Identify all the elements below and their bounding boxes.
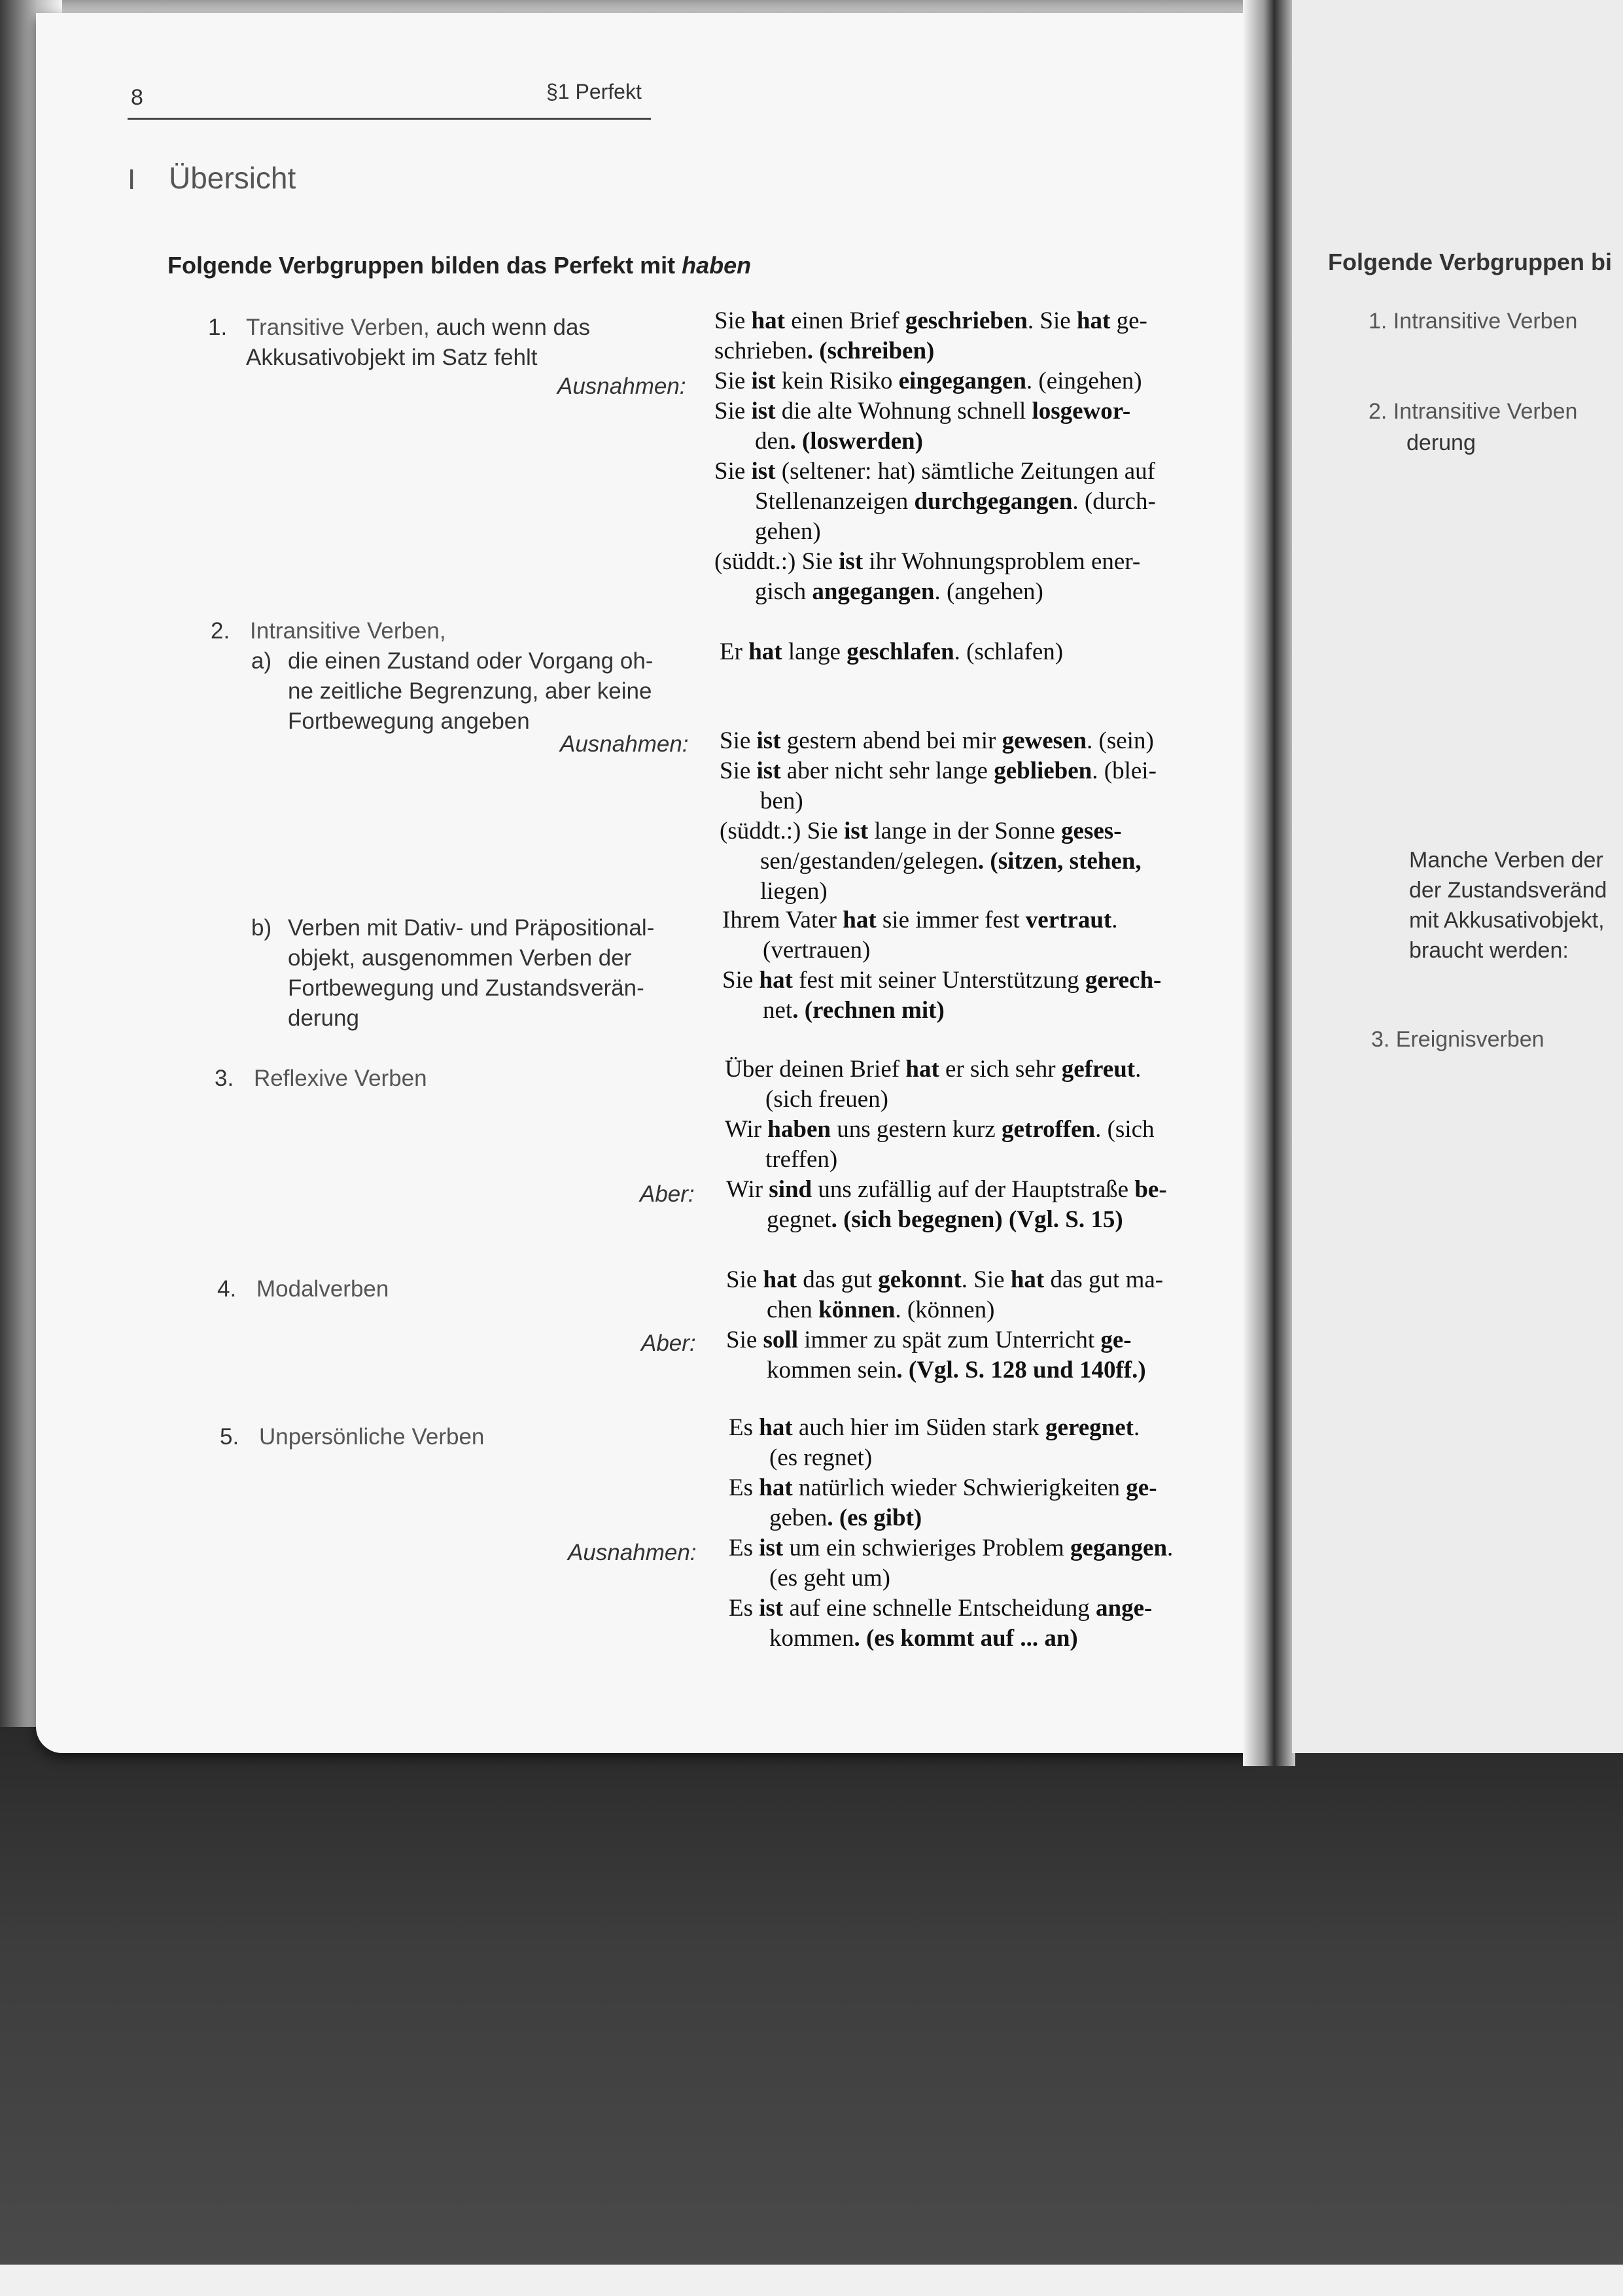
example-line (726, 1325, 1249, 1355)
bold-verb-form: geblieben (994, 757, 1092, 784)
bold-verb-form: ist (759, 1595, 784, 1622)
bold-verb-form: ge- (1126, 1474, 1157, 1501)
example-text: um ein schwieriges Problem (783, 1535, 1071, 1561)
example-line (720, 846, 1243, 877)
bold-verb-form: . (Vgl. S. 128 und 140ff.) (896, 1357, 1146, 1383)
example-text: . (1133, 1414, 1140, 1441)
example-line (725, 1054, 1248, 1085)
bold-verb-form: ist (751, 368, 776, 394)
example-text: . (1111, 907, 1118, 933)
group-2-number: 2. (211, 618, 230, 644)
bold-verb-form: geses- (1061, 818, 1122, 844)
example-line (729, 1413, 1252, 1443)
bold-verb-form: gekonnt (878, 1266, 962, 1293)
example-text: lange (782, 638, 847, 665)
example-text: . (können) (895, 1296, 995, 1323)
bold-verb-form: hat (751, 307, 785, 334)
example-text: uns gestern kurz (830, 1116, 1002, 1143)
example-text: das gut ma- (1044, 1266, 1164, 1293)
right-page-note-4: braucht werden: (1409, 938, 1569, 963)
bold-verb-form: getroffen (1001, 1116, 1096, 1143)
bold-verb-form: hat (905, 1056, 939, 1083)
example-text: (sich freuen) (765, 1086, 888, 1113)
group-1-number: 1. (208, 315, 228, 340)
example-line (725, 1145, 1248, 1175)
example-text: sen/gestanden/gelegen (760, 848, 978, 875)
example-text: gestern abend bei mir (780, 727, 1002, 754)
right-page-item-1: 1. Intransitive Verben (1369, 309, 1578, 334)
example-text: kein Risiko (775, 368, 899, 394)
bold-verb-form: hat (1076, 307, 1111, 334)
example-line (729, 1473, 1252, 1503)
group-2-b-line-1: Verben mit Dativ- und Präpositional- (288, 915, 655, 941)
example-text: Es (729, 1474, 759, 1501)
example-text: . (1167, 1535, 1174, 1561)
example-line (714, 396, 1238, 426)
group-2-exceptions-label: Ausnahmen: (560, 731, 689, 757)
example-line (729, 1593, 1252, 1624)
scan-background-bottom (0, 1727, 1623, 2270)
example-text: Sie (714, 307, 752, 334)
example-line (729, 1563, 1252, 1593)
example-text: Sie (720, 757, 757, 784)
example-text: . (angehen) (934, 578, 1043, 605)
example-text: immer zu spät zum Unterricht (798, 1327, 1101, 1353)
example-text: ben) (760, 788, 803, 814)
group-2-a-line-2: ne zeitliche Begrenzung, aber keine (288, 678, 652, 704)
bold-verb-form: sind (769, 1176, 812, 1203)
example-text: . (eingehen) (1026, 368, 1142, 394)
bold-verb-form: ange- (1096, 1595, 1153, 1622)
group-2-a-description (288, 646, 653, 737)
group-2-a-example (720, 637, 1243, 667)
example-line (726, 1265, 1249, 1295)
bold-verb-form: be- (1134, 1176, 1167, 1203)
bold-verb-form: hat (759, 1414, 793, 1441)
example-text: . (sein) (1087, 727, 1154, 754)
group-5-examples (729, 1413, 1252, 1533)
bold-verb-form: hat (759, 967, 793, 994)
example-text: Er (720, 638, 749, 665)
example-line (722, 905, 1246, 935)
example-text: den (755, 428, 790, 455)
example-line (714, 366, 1238, 396)
group-5-number: 5. (220, 1424, 239, 1450)
bold-verb-form: soll (763, 1327, 798, 1353)
example-text: aber nicht sehr lange (780, 757, 994, 784)
group-3-exceptions (726, 1175, 1249, 1235)
bold-verb-form: . (es gibt) (827, 1505, 922, 1531)
bold-verb-form: eingegangen (898, 368, 1026, 394)
group-2-a-exceptions (720, 726, 1243, 907)
example-text: auf eine schnelle Entscheidung (783, 1595, 1096, 1622)
bold-verb-form: durchgegangen (914, 488, 1073, 515)
bold-verb-form: angegangen (812, 578, 935, 605)
group-4-but-label: Aber: (641, 1331, 696, 1356)
example-text: . Sie (961, 1266, 1011, 1293)
bold-verb-form: . (sitzen, stehen, (977, 848, 1142, 875)
example-text: . Sie (1027, 307, 1077, 334)
bold-verb-form: können (818, 1296, 896, 1323)
right-page-note-1: Manche Verben der (1409, 848, 1603, 873)
intro-heading (167, 252, 751, 279)
section-number: I (128, 164, 136, 196)
example-line (714, 457, 1238, 487)
bold-verb-form: geregnet (1045, 1414, 1134, 1441)
example-line (720, 637, 1243, 667)
right-page-item-3: 3. Ereignisverben (1371, 1027, 1544, 1052)
example-line (729, 1624, 1252, 1654)
example-line (725, 1115, 1248, 1145)
example-text: (seltener: hat) sämtliche Zeitungen auf (775, 458, 1155, 485)
scan-bottom-strip (0, 2265, 1623, 2296)
example-text: (süddt.:) Sie (714, 548, 839, 575)
group-5-exceptions (729, 1533, 1252, 1654)
example-text: geben (769, 1505, 828, 1531)
example-text: Es (729, 1535, 759, 1561)
page-number: 8 (131, 85, 143, 110)
example-line (714, 426, 1238, 457)
example-text: gehen) (755, 518, 821, 545)
bold-verb-form: gegangen (1070, 1535, 1168, 1561)
group-1-desc-2: Akkusativobjekt im Satz fehlt (246, 345, 538, 370)
example-line (720, 877, 1243, 907)
example-text: chen (767, 1296, 819, 1323)
example-text: Stellenanzeigen (755, 488, 915, 515)
right-page-item-2-cont: derung (1406, 430, 1476, 455)
group-2-b-examples (722, 905, 1246, 1026)
bold-verb-form: geschlafen (846, 638, 954, 665)
example-text: lange in der Sonne (868, 818, 1062, 844)
bold-verb-form: . (sich begegnen) (Vgl. S. 15) (831, 1206, 1123, 1233)
example-line (720, 726, 1243, 756)
right-page-intro: Folgende Verbgruppen bi (1328, 249, 1613, 275)
bold-verb-form: ge- (1100, 1327, 1132, 1353)
group-2-b-description (288, 913, 654, 1034)
right-page-note-2: der Zustandsveränd (1409, 878, 1607, 903)
bold-verb-form: losgewor- (1032, 398, 1131, 425)
bold-verb-form: . (schreiben) (807, 338, 935, 364)
group-1-desc-1: auch wenn das (436, 315, 590, 340)
header-rule (128, 118, 651, 120)
example-line (722, 965, 1246, 996)
example-text: natürlich wieder Schwierigkeiten (792, 1474, 1126, 1501)
example-line (726, 1295, 1249, 1325)
example-text: . (durch- (1072, 488, 1156, 515)
group-2-b-line-3: Fortbewegung und Zustandsverän- (288, 975, 644, 1001)
example-line (714, 487, 1238, 517)
group-3-but-label: Aber: (640, 1181, 695, 1207)
example-text: fest mit seiner Unterstützung (792, 967, 1085, 994)
bold-verb-form: vertraut (1025, 907, 1112, 933)
example-line (714, 517, 1238, 547)
example-line (725, 1085, 1248, 1115)
example-text: sie immer fest (876, 907, 1026, 933)
example-text: net (763, 997, 793, 1024)
example-text: Sie (714, 368, 752, 394)
bold-verb-form: ist (839, 548, 864, 575)
group-3-examples (725, 1054, 1248, 1175)
group-2-a-label: a) (251, 648, 272, 674)
group-1-exceptions-label: Ausnahmen: (557, 374, 686, 399)
bold-verb-form: geschrieben (905, 307, 1028, 334)
example-text: Sie (726, 1327, 763, 1353)
bold-verb-form: ist (759, 1535, 784, 1561)
intro-prefix: Folgende Verbgruppen bilden das Perfekt mit (167, 252, 676, 279)
example-line (726, 1205, 1249, 1235)
example-text: kommen sein (767, 1357, 897, 1383)
example-text: . (1135, 1056, 1142, 1083)
example-text: ihr Wohnungsproblem ener- (863, 548, 1141, 575)
example-text: (es geht um) (769, 1565, 890, 1592)
bold-verb-form: hat (759, 1474, 793, 1501)
right-page-note-3: mit Akkusativobjekt, (1409, 908, 1605, 933)
example-text: . (blei- (1092, 757, 1157, 784)
example-text: kommen (769, 1625, 854, 1652)
example-text: gisch (755, 578, 812, 605)
group-2-a-line-3: Fortbewegung angeben (288, 708, 530, 734)
bold-verb-form: gewesen (1002, 727, 1087, 754)
bold-verb-form: ist (751, 398, 776, 425)
example-text: (es regnet) (769, 1444, 873, 1471)
running-header: §1 Perfekt (546, 80, 642, 103)
intro-emphasis: haben (682, 252, 752, 279)
example-text: gegnet (767, 1206, 831, 1233)
example-line (722, 996, 1246, 1026)
example-line (720, 756, 1243, 786)
bold-verb-form: hat (763, 1266, 797, 1293)
example-line (729, 1443, 1252, 1473)
example-text: Wir (726, 1176, 769, 1203)
bold-verb-form: gefreut (1061, 1056, 1136, 1083)
example-text: (vertrauen) (763, 937, 871, 964)
bold-verb-form: hat (1010, 1266, 1045, 1293)
group-2-a-line-1: die einen Zustand oder Vorgang oh- (288, 648, 654, 674)
bold-verb-form: ist (844, 818, 869, 844)
example-text: . (schlafen) (954, 638, 1064, 665)
example-text: Wir (725, 1116, 768, 1143)
group-2-b-line-4: derung (288, 1005, 359, 1031)
example-text: auch hier im Süden stark (792, 1414, 1046, 1441)
group-4-title: Modalverben (256, 1276, 389, 1302)
group-1-term (246, 313, 590, 373)
example-line (722, 935, 1246, 965)
bold-verb-form: . (loswerden) (790, 428, 923, 455)
example-text: Sie (714, 398, 752, 425)
right-page-note (1409, 845, 1607, 965)
group-1-examples (714, 306, 1238, 607)
group-3-number: 3. (215, 1066, 234, 1091)
example-text: ge- (1110, 307, 1147, 334)
bold-verb-form: gerech- (1085, 967, 1162, 994)
example-text: (süddt.:) Sie (720, 818, 845, 844)
bold-verb-form: ist (756, 727, 781, 754)
group-5-title: Unpersönliche Verben (259, 1424, 485, 1450)
example-text: Es (729, 1595, 759, 1622)
group-2-b-label: b) (251, 915, 272, 941)
bold-verb-form: hat (748, 638, 782, 665)
group-5-exceptions-label: Ausnahmen: (568, 1540, 697, 1565)
example-text: das gut (796, 1266, 879, 1293)
bold-verb-form: haben (767, 1116, 831, 1143)
example-text: uns zufällig auf der Hauptstraße (812, 1176, 1135, 1203)
example-text: einen Brief (784, 307, 905, 334)
example-text: er sich sehr (939, 1056, 1062, 1083)
example-text: die alte Wohnung schnell (775, 398, 1032, 425)
group-3-title: Reflexive Verben (254, 1066, 427, 1091)
example-text: Sie (722, 967, 759, 994)
example-text: treffen) (765, 1146, 838, 1173)
example-text: Es (729, 1414, 759, 1441)
group-4-number: 4. (217, 1276, 237, 1302)
example-line (714, 306, 1238, 336)
group-4-exceptions (726, 1325, 1249, 1385)
group-1-title: Transitive Verben, (246, 315, 430, 340)
section-title: Übersicht (169, 161, 296, 195)
example-text: Sie (720, 727, 757, 754)
example-line (729, 1533, 1252, 1563)
group-2-title: Intransitive Verben, (250, 618, 446, 644)
example-text: liegen) (760, 878, 828, 905)
example-line (729, 1503, 1252, 1533)
example-text: Sie (714, 458, 752, 485)
right-page-item-2: 2. Intransitive Verben (1369, 399, 1578, 424)
bold-verb-form: ist (756, 757, 781, 784)
bold-verb-form: . (es kommt auf ... an) (854, 1625, 1078, 1652)
bold-verb-form: ist (751, 458, 776, 485)
group-2-b-line-2: objekt, ausgenommen Verben der (288, 945, 632, 971)
example-line (714, 547, 1238, 577)
example-text: Ihrem Vater (722, 907, 843, 933)
example-text: Sie (726, 1266, 763, 1293)
bold-verb-form: hat (843, 907, 877, 933)
group-4-examples (726, 1265, 1249, 1325)
example-line (726, 1175, 1249, 1205)
example-line (720, 786, 1243, 816)
example-line (714, 577, 1238, 607)
example-text: . (sich (1095, 1116, 1155, 1143)
bold-verb-form: . (rechnen mit) (792, 997, 945, 1024)
example-line (720, 816, 1243, 846)
example-line (726, 1355, 1249, 1385)
example-text: Über deinen Brief (725, 1056, 906, 1083)
example-line (714, 336, 1238, 366)
example-text: schrieben (714, 338, 807, 364)
